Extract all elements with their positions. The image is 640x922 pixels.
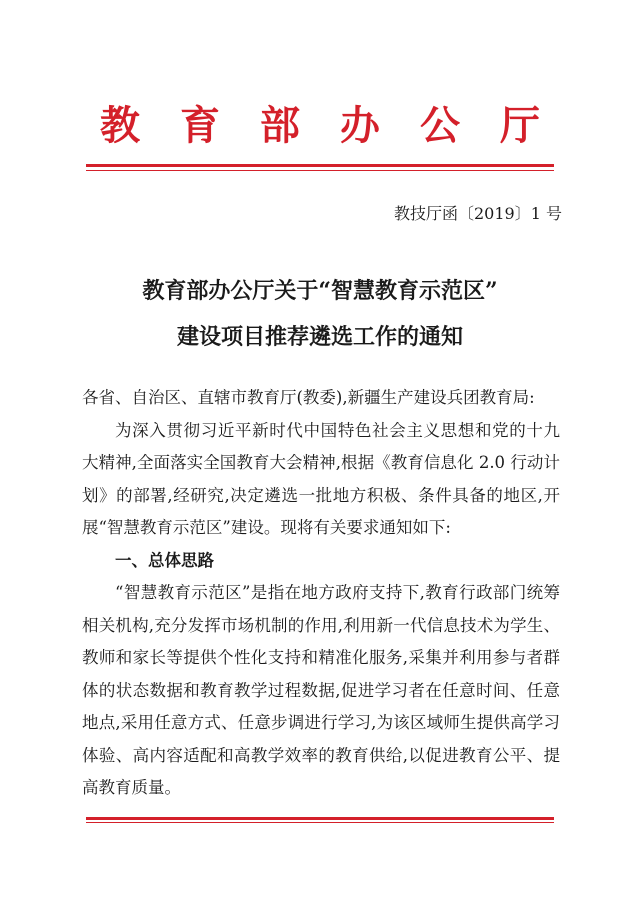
header-rule-thick (86, 164, 554, 167)
document-number: 教技厅函〔2019〕1 号 (394, 204, 562, 223)
header-rule-thin (86, 170, 554, 171)
footer-rule-thick (86, 817, 554, 820)
title-line-1: 教育部办公厅关于“智慧教育示范区” (142, 278, 498, 304)
addressee: 各省、自治区、直辖市教育厅(教委),新疆生产建设兵团教育局: (82, 388, 535, 407)
document-body (82, 382, 560, 805)
section-1-paragraph: “智慧教育示范区”是指在地方政府支持下,教育行政部门统筹相关机构,充分发挥市场机制的作用,利用新一代信息技术为学生、教师和家长等提供个性化支持和精准化服务,采集并利用参与者群体的状态数据和教育教学过程数据,促进学习者在任意时间、任意地点,采用任意方式、任意步调进行学习,为该区域师生提供高学习体验、高内容适配和高教学效率的教育供给,以促进教育公平、提高教育质量。 (82, 583, 560, 797)
document-title (0, 274, 640, 366)
title-line-2: 建设项目推荐遴选工作的通知 (176, 324, 463, 350)
intro-paragraph: 为深入贯彻习近平新时代中国特色社会主义思想和党的十九大精神,全面落实全国教育大会精神,根据《教育信息化 2.0 行动计划》的部署,经研究,决定遴选一批地方积极、条件具备的地区,开展“智慧教育示范区”建设。现将有关要求通知如下: (82, 420, 560, 537)
section-1-heading: 一、总体思路 (115, 550, 214, 570)
issuer-header: 教育部办公厅 (100, 102, 580, 149)
footer-rule-thin (86, 822, 554, 823)
